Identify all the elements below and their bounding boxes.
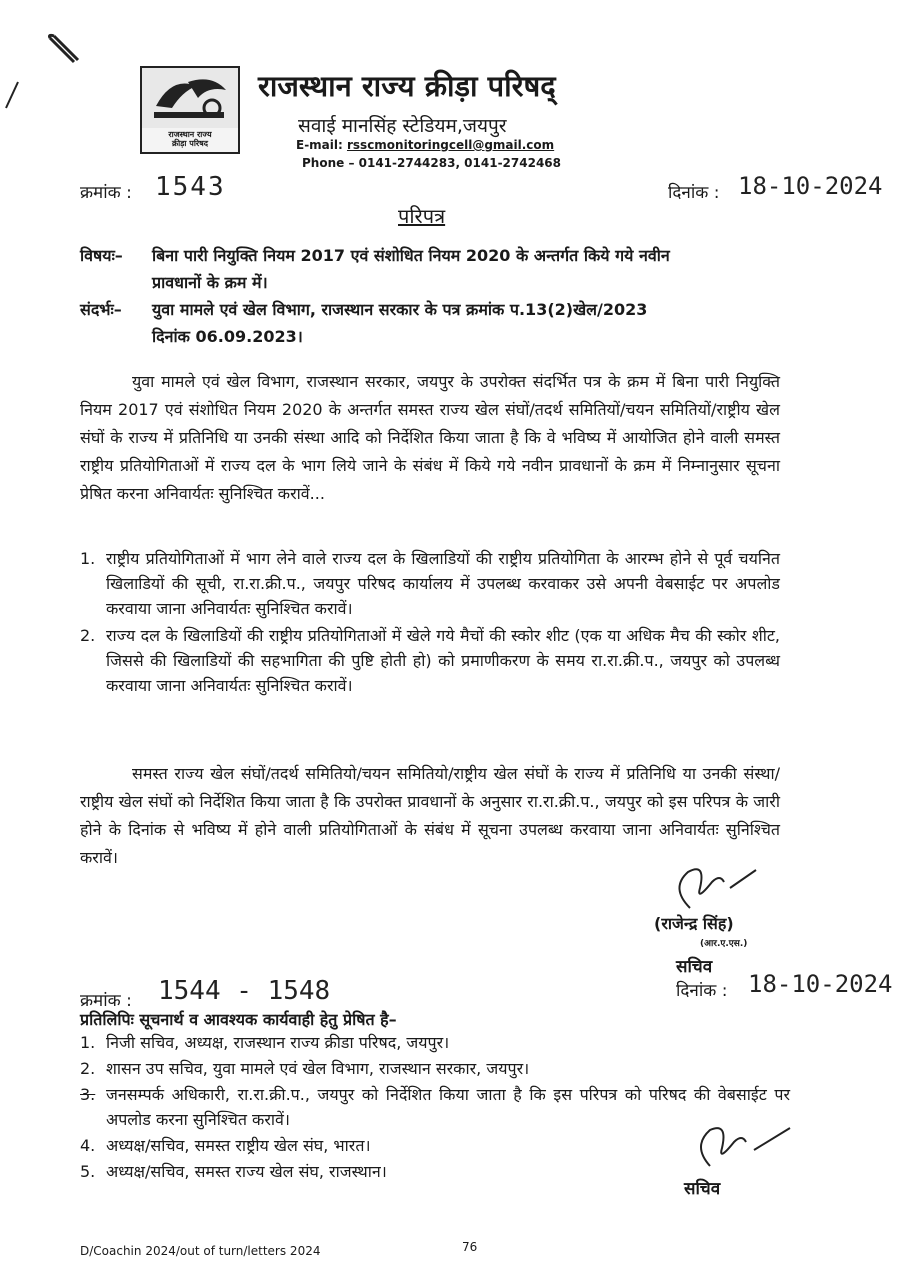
signatory-designation: सचिव: [676, 957, 713, 977]
copy-signatory-designation: सचिव: [684, 1179, 721, 1199]
signatory-name: (राजेन्द्र सिंह): [654, 914, 734, 933]
subject-label: विषयः–: [80, 246, 123, 265]
dinank-label: दिनांक :: [668, 183, 720, 203]
points-list: [80, 546, 780, 700]
kramank-value: 1543: [155, 172, 226, 202]
copy-list: [80, 1030, 790, 1185]
signature-date-value: 18-10-2024: [748, 970, 893, 998]
document-title: परिपत्र: [398, 204, 446, 228]
list-item: 4. अध्यक्ष/सचिव, समस्त राष्ट्रीय खेल संघ, भारत।: [80, 1136, 371, 1155]
council-logo: [140, 66, 240, 154]
kramank-label: क्रमांक :: [80, 183, 132, 203]
list-item: 2. शासन उप सचिव, युवा मामले एवं खेल विभाग, राजस्थान सरकार, जयपुर।: [80, 1059, 530, 1078]
dinank-value: 18-10-2024: [738, 172, 883, 200]
org-email: E-mail: rsscmonitoringcell@gmail.com: [296, 138, 555, 152]
logo-emblem-icon: [142, 68, 238, 128]
org-phone: Phone – 0141-2744283, 0141-2742468: [302, 156, 562, 170]
signature-mark: [650, 858, 760, 918]
list-item: 1. निजी सचिव, अध्यक्ष, राजस्थान राज्य क्रीडा परिषद, जयपुर।: [80, 1033, 450, 1052]
subject-block: [80, 242, 780, 350]
reference-line2: दिनांक 06.09.2023।: [152, 327, 303, 346]
pen-mark: [2, 80, 22, 110]
list-item: 2. राज्य दल के खिलाडियों की राष्ट्रीय प्रतियोगिताओं में खेले गये मैचों की स्कोर शीट (एक या अधिक मैच की स्कोर शीट, जिससे की खिलाडियों की सहभागिता की पुष्टि होती हो) को प्रमाणीकरण के समय रा.रा.क्री.प., जयपुर को उपलब्ध करवाया जाना अनिवार्यतः सुनिश्चित करावें।: [80, 626, 780, 695]
subject-line2: प्रावधानों के क्रम में।: [152, 273, 268, 292]
list-item: 5. अध्यक्ष/सचिव, समस्त राज्य खेल संघ, राजस्थान।: [80, 1162, 387, 1181]
reference-line1: युवा मामले एवं खेल विभाग, राजस्थान सरकार के पत्र क्रमांक प.13(2)खेल/2023: [152, 300, 648, 319]
org-name: राजस्थान राज्य क्रीड़ा परिषद्: [258, 69, 556, 103]
footer-path: D/Coachin 2024/out of turn/letters 2024: [80, 1244, 321, 1258]
copy-signature-mark: [690, 1120, 800, 1178]
org-address: सवाई मानसिंह स्टेडियम,जयपुर: [298, 115, 507, 137]
list-item: 3. जनसम्पर्क अधिकारी, रा.रा.क्री.प., जयपुर को निर्देशित किया जाता है कि इस परिपत्र को परिषद की वेबसाईट पर अपलोड करना सुनिश्चित करावें।: [80, 1085, 790, 1129]
logo-caption: राजस्थान राज्य क्रीड़ा परिषद: [168, 130, 212, 148]
list-item: 1. राष्ट्रीय प्रतियोगिताओं में भाग लेने वाले राज्य दल के खिलाडियों की राष्ट्रीय प्रतियोगिता के आरम्भ होने से पूर्व चयनित खिलाडियों की सूची, रा.रा.क्री.प., जयपुर परिषद कार्यालय में उपलब्ध करवाकर उसे अपनी वेबसाईट पर अपलोड करवाया जाना अनिवार्यतः सुनिश्चित करावें।: [80, 549, 780, 618]
copy-kramank-label: क्रमांक :: [80, 991, 132, 1011]
signatory-service: (आर.ए.एस.): [700, 939, 748, 949]
reference-label: संदर्भः–: [80, 300, 122, 319]
subject-line1: बिना पारी नियुक्ति नियम 2017 एवं संशोधित नियम 2020 के अन्तर्गत किये गये नवीन: [152, 246, 670, 265]
copy-kramank-value: 1544 - 1548: [158, 976, 331, 1006]
body-paragraph-2: समस्त राज्य खेल संघों/तदर्थ समितियो/चयन समितियो/राष्ट्रीय खेल संघों के राज्य में प्रतिनिधि या उनकी संस्था/राष्ट्रीय खेल संघों को निर्देशित किया जाता है कि उपरोक्त प्रावधानों के अनुसार रा.रा.क्री.प., जयपुर को इस परिपत्र के जारी होने के दिनांक से भविष्य में होने वाली प्रतियोगिताओं के संबंध में सूचना उपलब्ध करवाया जाना अनिवार्यतः सुनिश्चित करावें।: [80, 764, 780, 867]
body-paragraph-1: युवा मामले एवं खेल विभाग, राजस्थान सरकार, जयपुर के उपरोक्त संदर्भित पत्र के क्रम में बिना पारी नियुक्ति नियम 2017 एवं संशोधित नियम 2020 के अन्तर्गत समस्त राज्य खेल संघों/तदर्थ समितियों/चयन समितियों/राष्ट्रीय खेल संघों के राज्य में प्रतिनिधि या उनकी संस्था आदि को निर्देशित किया जाता है कि वे भविष्य में आयोजित होने वाली समस्त राष्ट्रीय प्रतियोगिताओं में राज्य दल के भाग लिये जाने के संबंध में किये गये नवीन प्रावधानों के क्रम में निम्नानुसार सूचना प्रेषित करना अनिवार्यतः सुनिश्चित करावें...: [80, 372, 780, 503]
email-link[interactable]: rsscmonitoringcell@gmail.com: [346, 138, 555, 152]
page-number: 76: [462, 1240, 478, 1254]
paper-clip-mark: [44, 32, 84, 72]
copy-heading: प्रतिलिपिः सूचनार्थ व आवश्यक कार्यवाही हेतु प्रेषित है–: [80, 1010, 397, 1029]
signature-date-label: दिनांक :: [676, 981, 728, 1001]
